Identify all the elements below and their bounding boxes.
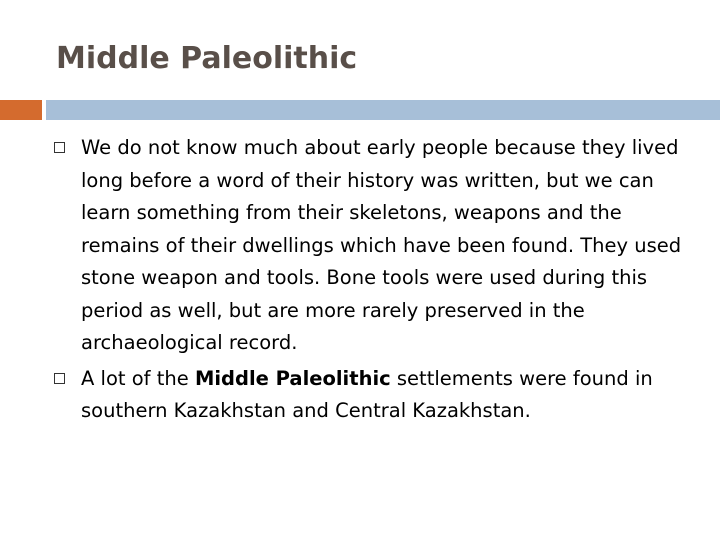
- bold-term: Middle Paleolithic: [194, 366, 391, 390]
- bullet-text-tail: settlements were found in southern Kazakhstan and Central Kazakhstan.: [81, 366, 653, 422]
- bullet-list: [54, 132, 694, 431]
- bullet-text: We do not know much about early people because they lived long before a word of their history was written, but we can learn something from their skeletons, weapons and the remains of their dwellings which have been found. They used stone weapon and tools. Bone tools were used during this period as well, but are more rarely preserved in the archaeological record.: [81, 136, 682, 354]
- bullet-text-lead: A lot of the: [81, 366, 195, 390]
- title-accent-bar: [0, 100, 42, 120]
- hollow-square-bullet-icon: [54, 373, 65, 384]
- hollow-square-bullet-icon: [54, 142, 65, 153]
- bullet-text: [81, 363, 694, 428]
- bullet-item: [54, 132, 694, 360]
- slide-title: Middle Paleolithic: [56, 41, 358, 76]
- title-divider-bar: [46, 100, 720, 120]
- bullet-item: [54, 363, 694, 428]
